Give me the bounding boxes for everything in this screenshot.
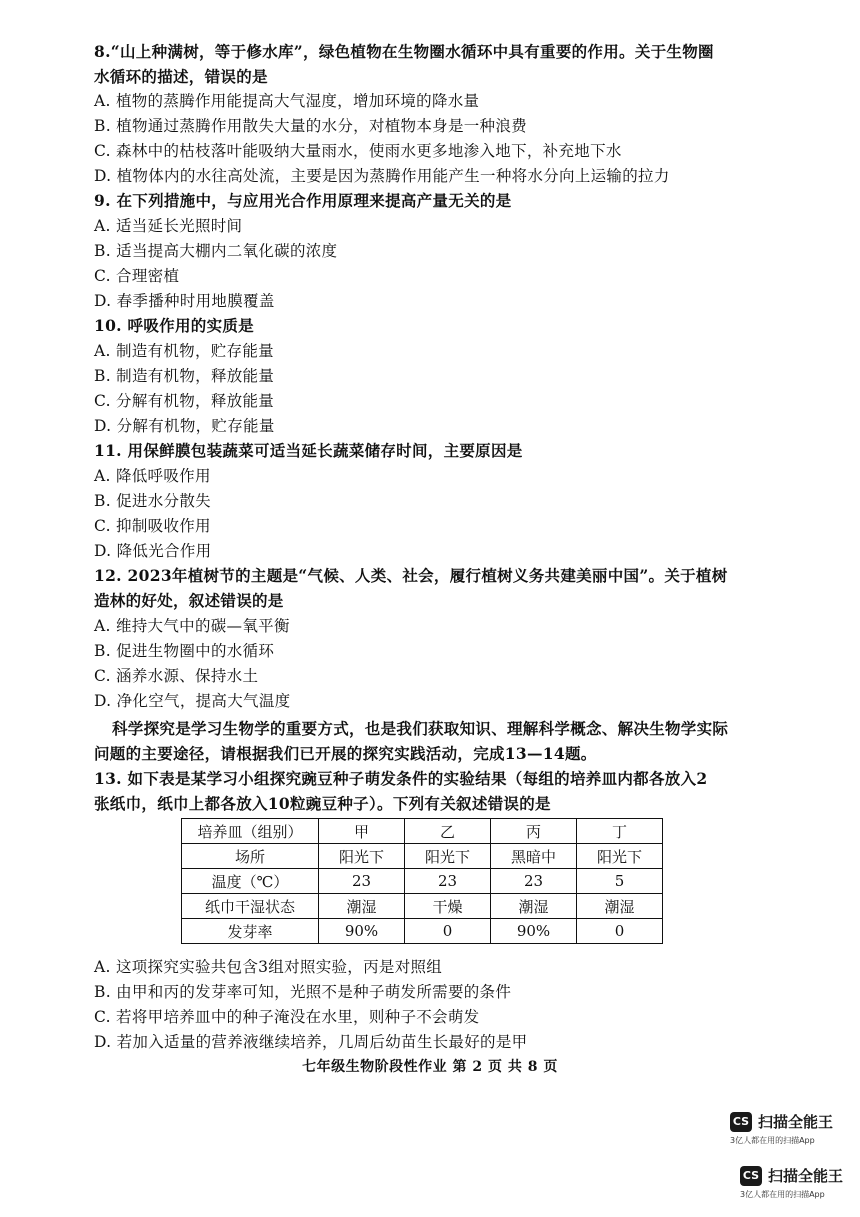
table-row [182, 869, 663, 894]
option-text: A. 这项探究实验共包含3组对照实验，丙是对照组 [94, 958, 443, 976]
watermark-subtitle: 3亿人都在用的扫描App [730, 1136, 815, 1145]
table-cell: 90% [491, 919, 577, 944]
table-cell: 阳光下 [319, 844, 405, 869]
option-text: A. 维持大气中的碳—氧平衡 [94, 617, 290, 635]
option-text: D. 若加入适量的营养液继续培养，几周后幼苗生长最好的是甲 [94, 1033, 528, 1051]
option-text: D. 净化空气，提高大气温度 [94, 692, 291, 710]
option-text: A. 制造有机物，贮存能量 [94, 342, 274, 360]
question-text: 11. 用保鲜膜包装蔬菜可适当延长蔬菜储存时间，主要原因是 [94, 441, 523, 460]
question-text: 10. 呼吸作用的实质是 [94, 316, 254, 335]
watermark-subtitle: 3亿人都在用的扫描App [740, 1190, 825, 1199]
table-cell: 90% [319, 919, 405, 944]
scanner-watermark-1 [730, 1111, 834, 1145]
option-text: B. 适当提高大棚内二氧化碳的浓度 [94, 242, 338, 260]
watermark-brand: 扫描全能王 [768, 1167, 844, 1185]
table-cell: 23 [319, 869, 405, 894]
option-text: A. 适当延长光照时间 [94, 217, 243, 235]
question-text: 13. 如下表是某学习小组探究豌豆种子萌发条件的实验结果（每组的培养皿内都各放入2 [94, 769, 708, 788]
cs-logo-icon: CS [730, 1112, 752, 1132]
table-cell: 干燥 [405, 894, 491, 919]
table-header-cell: 培养皿（组别） [182, 819, 319, 844]
table-header-cell: 丁 [577, 819, 663, 844]
question-text: 造林的好处，叙述错误的是 [94, 591, 284, 610]
table-cell: 23 [491, 869, 577, 894]
question-text: 张纸巾，纸巾上都各放入10粒豌豆种子）。下列有关叙述错误的是 [94, 794, 551, 813]
page-footer: 七年级生物阶段性作业 第 2 页 共 8 页 [302, 1059, 558, 1075]
table-row [182, 919, 663, 944]
table-row [182, 844, 663, 869]
option-text: D. 春季播种时用地膜覆盖 [94, 292, 275, 310]
watermark-brand: 扫描全能王 [758, 1113, 834, 1131]
option-text: C. 涵养水源、保持水土 [94, 667, 259, 685]
table-row [182, 819, 663, 844]
option-text: B. 制造有机物，释放能量 [94, 367, 275, 385]
table-header-cell: 丙 [491, 819, 577, 844]
question-text: 8.“山上种满树，等于修水库”，绿色植物在生物圈水循环中具有重要的作用。关于生物圈 [94, 42, 714, 61]
option-text: C. 若将甲培养皿中的种子淹没在水里，则种子不会萌发 [94, 1008, 480, 1026]
scanner-watermark-2 [740, 1165, 844, 1199]
question-text: 水循环的描述，错误的是 [94, 67, 268, 86]
option-text: B. 促进生物圈中的水循环 [94, 642, 275, 660]
table-cell: 场所 [182, 844, 319, 869]
table-cell: 阳光下 [405, 844, 491, 869]
table-cell: 23 [405, 869, 491, 894]
instruction-text: 问题的主要途径，请根据我们已开展的探究实践活动，完成13—14题。 [94, 744, 597, 763]
table-cell: 5 [577, 869, 663, 894]
experiment-table [181, 818, 663, 944]
option-text: B. 促进水分散失 [94, 492, 211, 510]
table-cell: 潮湿 [319, 894, 405, 919]
option-text: A. 降低呼吸作用 [94, 467, 211, 485]
table-cell: 0 [405, 919, 491, 944]
table-row [182, 894, 663, 919]
table-cell: 潮湿 [577, 894, 663, 919]
option-text: D. 降低光合作用 [94, 542, 212, 560]
option-text: B. 植物通过蒸腾作用散失大量的水分，对植物本身是一种浪费 [94, 117, 527, 135]
table-header-cell: 甲 [319, 819, 405, 844]
table-cell: 黑暗中 [491, 844, 577, 869]
table-cell: 0 [577, 919, 663, 944]
option-text: C. 分解有机物，释放能量 [94, 392, 275, 410]
cs-logo-icon: CS [740, 1166, 762, 1186]
instruction-text: 科学探究是学习生物学的重要方式，也是我们获取知识、理解科学概念、解决生物学实际 [112, 719, 729, 738]
table-cell: 潮湿 [491, 894, 577, 919]
option-text: C. 抑制吸收作用 [94, 517, 211, 535]
option-text: C. 森林中的枯枝落叶能吸纳大量雨水，使雨水更多地渗入地下，补充地下水 [94, 142, 622, 160]
option-text: D. 分解有机物，贮存能量 [94, 417, 275, 435]
option-text: D. 植物体内的水往高处流，主要是因为蒸腾作用能产生一种将水分向上运输的拉力 [94, 167, 670, 185]
table-cell: 纸巾干湿状态 [182, 894, 319, 919]
table-cell: 阳光下 [577, 844, 663, 869]
option-text: C. 合理密植 [94, 267, 180, 285]
option-text: A. 植物的蒸腾作用能提高大气湿度，增加环境的降水量 [94, 92, 480, 110]
table-header-cell: 乙 [405, 819, 491, 844]
table-cell: 发芽率 [182, 919, 319, 944]
option-text: B. 由甲和丙的发芽率可知，光照不是种子萌发所需要的条件 [94, 983, 512, 1001]
question-text: 12. 2023年植树节的主题是“气候、人类、社会，履行植树义务共建美丽中国”。关于植树 [94, 566, 728, 585]
question-text: 9. 在下列措施中，与应用光合作用原理来提高产量无关的是 [94, 191, 512, 210]
table-cell: 温度（℃） [182, 869, 319, 894]
